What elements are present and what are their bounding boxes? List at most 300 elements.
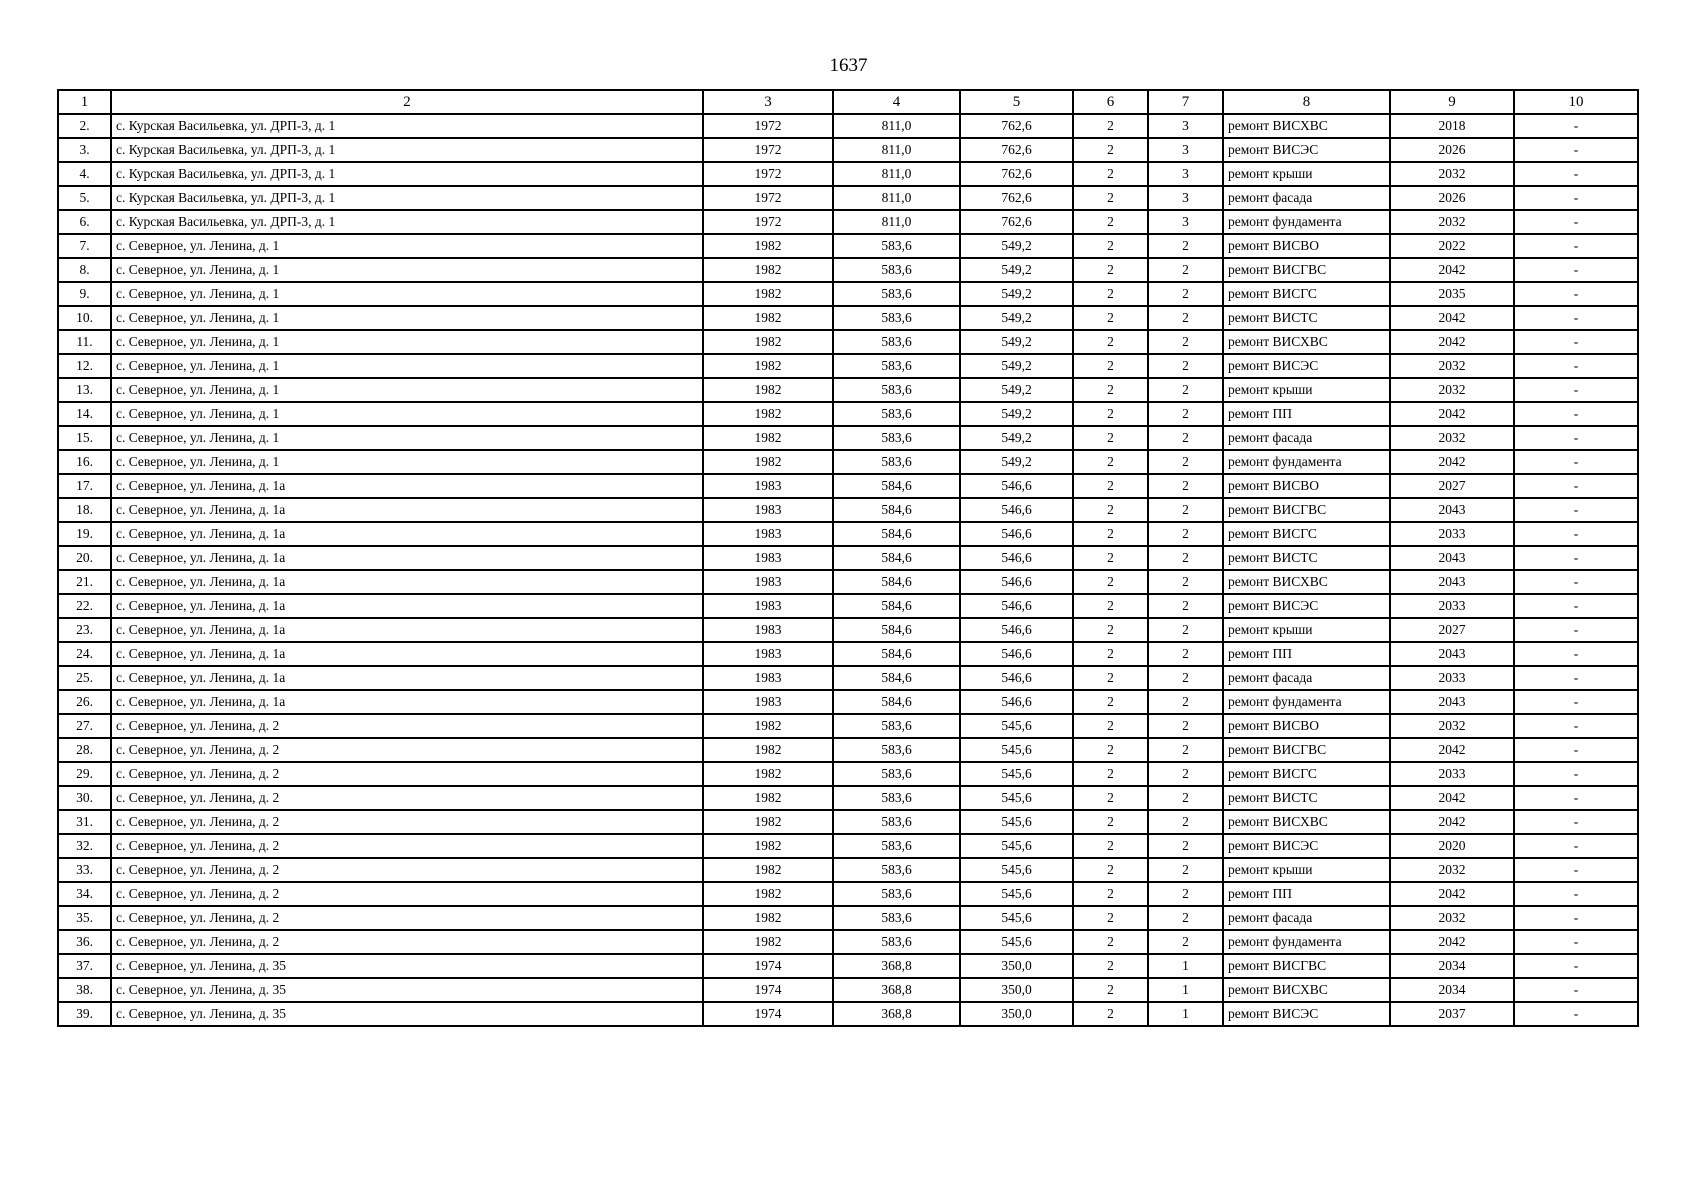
cell-col-6: 2	[1073, 186, 1148, 210]
cell-living-area: 549,2	[960, 450, 1073, 474]
cell-living-area: 762,6	[960, 162, 1073, 186]
cell-col-7: 2	[1148, 426, 1223, 450]
cell-total-area: 583,6	[833, 810, 960, 834]
cell-year-built: 1982	[703, 714, 833, 738]
cell-living-area: 350,0	[960, 954, 1073, 978]
cell-row-number: 4.	[58, 162, 111, 186]
cell-col-6: 2	[1073, 834, 1148, 858]
cell-col-7: 3	[1148, 162, 1223, 186]
cell-work-type: ремонт ВИСТС	[1223, 546, 1390, 570]
cell-address: с. Северное, ул. Ленина, д. 1	[111, 402, 703, 426]
cell-col-7: 3	[1148, 186, 1223, 210]
cell-living-area: 762,6	[960, 114, 1073, 138]
cell-address: с. Северное, ул. Ленина, д. 1а	[111, 642, 703, 666]
table-row	[58, 330, 1638, 354]
cell-col-7: 1	[1148, 1002, 1223, 1026]
cell-row-number: 18.	[58, 498, 111, 522]
table-row	[58, 714, 1638, 738]
cell-col-6: 2	[1073, 618, 1148, 642]
cell-planned-year: 2042	[1390, 330, 1514, 354]
table-row	[58, 378, 1638, 402]
cell-planned-year: 2032	[1390, 210, 1514, 234]
cell-address: с. Северное, ул. Ленина, д. 1а	[111, 666, 703, 690]
cell-address: с. Северное, ул. Ленина, д. 1а	[111, 594, 703, 618]
cell-year-built: 1972	[703, 162, 833, 186]
cell-year-built: 1982	[703, 258, 833, 282]
table-row	[58, 1002, 1638, 1026]
cell-total-area: 583,6	[833, 930, 960, 954]
cell-total-area: 584,6	[833, 498, 960, 522]
cell-row-number: 16.	[58, 450, 111, 474]
cell-col-7: 2	[1148, 258, 1223, 282]
table-row	[58, 426, 1638, 450]
cell-total-area: 584,6	[833, 690, 960, 714]
cell-col-7: 2	[1148, 522, 1223, 546]
table-row	[58, 930, 1638, 954]
cell-col-7: 2	[1148, 306, 1223, 330]
cell-planned-year: 2033	[1390, 594, 1514, 618]
table-row	[58, 162, 1638, 186]
cell-living-area: 546,6	[960, 474, 1073, 498]
cell-year-built: 1982	[703, 402, 833, 426]
cell-col-7: 1	[1148, 978, 1223, 1002]
cell-year-built: 1983	[703, 690, 833, 714]
cell-living-area: 549,2	[960, 282, 1073, 306]
cell-col-10: -	[1514, 666, 1638, 690]
cell-living-area: 546,6	[960, 618, 1073, 642]
cell-row-number: 5.	[58, 186, 111, 210]
cell-year-built: 1982	[703, 738, 833, 762]
column-header: 3	[703, 90, 833, 114]
cell-row-number: 29.	[58, 762, 111, 786]
cell-work-type: ремонт ПП	[1223, 642, 1390, 666]
cell-col-10: -	[1514, 354, 1638, 378]
cell-address: с. Северное, ул. Ленина, д. 1а	[111, 618, 703, 642]
cell-year-built: 1982	[703, 858, 833, 882]
table-row	[58, 498, 1638, 522]
cell-living-area: 549,2	[960, 258, 1073, 282]
cell-living-area: 545,6	[960, 882, 1073, 906]
cell-col-10: -	[1514, 642, 1638, 666]
cell-col-7: 3	[1148, 114, 1223, 138]
table-row	[58, 906, 1638, 930]
cell-planned-year: 2033	[1390, 522, 1514, 546]
cell-total-area: 584,6	[833, 618, 960, 642]
cell-work-type: ремонт крыши	[1223, 858, 1390, 882]
cell-work-type: ремонт ВИСХВС	[1223, 810, 1390, 834]
cell-col-6: 2	[1073, 162, 1148, 186]
cell-col-10: -	[1514, 714, 1638, 738]
cell-col-10: -	[1514, 834, 1638, 858]
cell-planned-year: 2032	[1390, 858, 1514, 882]
cell-col-10: -	[1514, 738, 1638, 762]
cell-row-number: 20.	[58, 546, 111, 570]
cell-row-number: 21.	[58, 570, 111, 594]
cell-address: с. Северное, ул. Ленина, д. 2	[111, 906, 703, 930]
cell-col-6: 2	[1073, 450, 1148, 474]
cell-total-area: 584,6	[833, 666, 960, 690]
table-row	[58, 234, 1638, 258]
repair-schedule-table	[57, 89, 1639, 1027]
column-header: 4	[833, 90, 960, 114]
cell-col-7: 2	[1148, 450, 1223, 474]
cell-planned-year: 2027	[1390, 618, 1514, 642]
cell-col-10: -	[1514, 930, 1638, 954]
cell-col-6: 2	[1073, 666, 1148, 690]
cell-year-built: 1982	[703, 354, 833, 378]
cell-col-7: 2	[1148, 882, 1223, 906]
table-row	[58, 642, 1638, 666]
cell-total-area: 583,6	[833, 834, 960, 858]
table-row	[58, 306, 1638, 330]
column-header: 10	[1514, 90, 1638, 114]
cell-work-type: ремонт фундамента	[1223, 930, 1390, 954]
cell-total-area: 583,6	[833, 450, 960, 474]
cell-col-7: 2	[1148, 330, 1223, 354]
cell-row-number: 12.	[58, 354, 111, 378]
table-row	[58, 618, 1638, 642]
cell-col-6: 2	[1073, 690, 1148, 714]
cell-col-7: 2	[1148, 378, 1223, 402]
cell-living-area: 545,6	[960, 858, 1073, 882]
cell-address: с. Курская Васильевка, ул. ДРП-3, д. 1	[111, 162, 703, 186]
cell-work-type: ремонт ВИСХВС	[1223, 114, 1390, 138]
cell-total-area: 583,6	[833, 882, 960, 906]
cell-living-area: 546,6	[960, 498, 1073, 522]
cell-planned-year: 2042	[1390, 738, 1514, 762]
cell-work-type: ремонт ВИСГВС	[1223, 258, 1390, 282]
table-row	[58, 186, 1638, 210]
cell-col-7: 2	[1148, 810, 1223, 834]
cell-address: с. Северное, ул. Ленина, д. 35	[111, 954, 703, 978]
table-row	[58, 594, 1638, 618]
table-row	[58, 402, 1638, 426]
cell-col-6: 2	[1073, 954, 1148, 978]
cell-work-type: ремонт ВИСВО	[1223, 714, 1390, 738]
cell-year-built: 1982	[703, 786, 833, 810]
cell-living-area: 549,2	[960, 234, 1073, 258]
cell-col-10: -	[1514, 786, 1638, 810]
cell-row-number: 11.	[58, 330, 111, 354]
column-header: 7	[1148, 90, 1223, 114]
cell-col-6: 2	[1073, 426, 1148, 450]
cell-total-area: 811,0	[833, 186, 960, 210]
table-row	[58, 762, 1638, 786]
cell-total-area: 583,6	[833, 258, 960, 282]
cell-row-number: 39.	[58, 1002, 111, 1026]
cell-col-7: 2	[1148, 594, 1223, 618]
cell-total-area: 583,6	[833, 282, 960, 306]
cell-col-7: 2	[1148, 570, 1223, 594]
cell-col-7: 2	[1148, 738, 1223, 762]
cell-col-6: 2	[1073, 906, 1148, 930]
cell-col-10: -	[1514, 138, 1638, 162]
cell-total-area: 583,6	[833, 738, 960, 762]
cell-address: с. Северное, ул. Ленина, д. 1а	[111, 690, 703, 714]
cell-total-area: 583,6	[833, 234, 960, 258]
cell-work-type: ремонт ВИСТС	[1223, 786, 1390, 810]
cell-col-10: -	[1514, 978, 1638, 1002]
cell-row-number: 32.	[58, 834, 111, 858]
cell-planned-year: 2037	[1390, 1002, 1514, 1026]
cell-year-built: 1972	[703, 114, 833, 138]
cell-col-6: 2	[1073, 330, 1148, 354]
cell-col-10: -	[1514, 258, 1638, 282]
cell-address: с. Северное, ул. Ленина, д. 2	[111, 882, 703, 906]
cell-col-7: 2	[1148, 690, 1223, 714]
cell-row-number: 31.	[58, 810, 111, 834]
table-row	[58, 138, 1638, 162]
cell-work-type: ремонт ВИСЭС	[1223, 594, 1390, 618]
cell-address: с. Курская Васильевка, ул. ДРП-3, д. 1	[111, 138, 703, 162]
cell-total-area: 583,6	[833, 354, 960, 378]
cell-col-10: -	[1514, 234, 1638, 258]
cell-col-7: 2	[1148, 762, 1223, 786]
cell-work-type: ремонт фасада	[1223, 186, 1390, 210]
cell-total-area: 368,8	[833, 954, 960, 978]
cell-living-area: 546,6	[960, 690, 1073, 714]
cell-living-area: 546,6	[960, 594, 1073, 618]
cell-total-area: 811,0	[833, 138, 960, 162]
cell-living-area: 350,0	[960, 978, 1073, 1002]
table-row	[58, 882, 1638, 906]
cell-col-10: -	[1514, 882, 1638, 906]
cell-year-built: 1972	[703, 138, 833, 162]
cell-col-6: 2	[1073, 738, 1148, 762]
table-row	[58, 546, 1638, 570]
header-row	[58, 90, 1638, 114]
cell-work-type: ремонт ВИСВО	[1223, 474, 1390, 498]
cell-col-6: 2	[1073, 714, 1148, 738]
cell-work-type: ремонт ВИСГС	[1223, 282, 1390, 306]
cell-living-area: 545,6	[960, 810, 1073, 834]
cell-address: с. Курская Васильевка, ул. ДРП-3, д. 1	[111, 114, 703, 138]
cell-planned-year: 2032	[1390, 354, 1514, 378]
cell-year-built: 1983	[703, 522, 833, 546]
cell-col-10: -	[1514, 402, 1638, 426]
cell-address: с. Северное, ул. Ленина, д. 2	[111, 714, 703, 738]
cell-planned-year: 2033	[1390, 666, 1514, 690]
table-row	[58, 834, 1638, 858]
cell-col-10: -	[1514, 594, 1638, 618]
cell-row-number: 34.	[58, 882, 111, 906]
cell-col-10: -	[1514, 810, 1638, 834]
cell-total-area: 368,8	[833, 978, 960, 1002]
cell-address: с. Северное, ул. Ленина, д. 2	[111, 738, 703, 762]
cell-planned-year: 2032	[1390, 714, 1514, 738]
cell-living-area: 546,6	[960, 642, 1073, 666]
cell-row-number: 25.	[58, 666, 111, 690]
cell-living-area: 350,0	[960, 1002, 1073, 1026]
cell-planned-year: 2043	[1390, 642, 1514, 666]
cell-year-built: 1982	[703, 810, 833, 834]
table-row	[58, 114, 1638, 138]
cell-col-10: -	[1514, 186, 1638, 210]
cell-col-10: -	[1514, 954, 1638, 978]
cell-planned-year: 2032	[1390, 426, 1514, 450]
cell-col-6: 2	[1073, 930, 1148, 954]
cell-col-7: 2	[1148, 642, 1223, 666]
cell-total-area: 583,6	[833, 762, 960, 786]
cell-col-6: 2	[1073, 402, 1148, 426]
cell-address: с. Северное, ул. Ленина, д. 1а	[111, 474, 703, 498]
cell-year-built: 1982	[703, 450, 833, 474]
cell-work-type: ремонт ВИСХВС	[1223, 330, 1390, 354]
cell-total-area: 583,6	[833, 378, 960, 402]
cell-planned-year: 2026	[1390, 138, 1514, 162]
cell-row-number: 30.	[58, 786, 111, 810]
cell-col-6: 2	[1073, 786, 1148, 810]
cell-row-number: 23.	[58, 618, 111, 642]
cell-col-7: 2	[1148, 546, 1223, 570]
cell-col-10: -	[1514, 306, 1638, 330]
cell-living-area: 546,6	[960, 570, 1073, 594]
cell-col-7: 2	[1148, 354, 1223, 378]
cell-col-10: -	[1514, 210, 1638, 234]
cell-col-6: 2	[1073, 210, 1148, 234]
cell-col-6: 2	[1073, 522, 1148, 546]
cell-work-type: ремонт фасада	[1223, 906, 1390, 930]
cell-col-10: -	[1514, 330, 1638, 354]
cell-planned-year: 2043	[1390, 498, 1514, 522]
column-header: 5	[960, 90, 1073, 114]
cell-col-6: 2	[1073, 570, 1148, 594]
cell-total-area: 811,0	[833, 114, 960, 138]
cell-row-number: 10.	[58, 306, 111, 330]
cell-work-type: ремонт ВИСГВС	[1223, 498, 1390, 522]
cell-planned-year: 2042	[1390, 786, 1514, 810]
cell-col-7: 2	[1148, 834, 1223, 858]
cell-col-10: -	[1514, 282, 1638, 306]
cell-col-7: 2	[1148, 714, 1223, 738]
cell-work-type: ремонт ВИСВО	[1223, 234, 1390, 258]
cell-col-10: -	[1514, 474, 1638, 498]
cell-col-6: 2	[1073, 306, 1148, 330]
cell-col-10: -	[1514, 1002, 1638, 1026]
cell-living-area: 545,6	[960, 714, 1073, 738]
cell-year-built: 1983	[703, 594, 833, 618]
cell-planned-year: 2042	[1390, 882, 1514, 906]
cell-col-10: -	[1514, 906, 1638, 930]
cell-address: с. Северное, ул. Ленина, д. 2	[111, 858, 703, 882]
cell-year-built: 1982	[703, 282, 833, 306]
cell-address: с. Северное, ул. Ленина, д. 1	[111, 450, 703, 474]
cell-col-6: 2	[1073, 354, 1148, 378]
cell-year-built: 1983	[703, 618, 833, 642]
column-header: 1	[58, 90, 111, 114]
cell-address: с. Северное, ул. Ленина, д. 2	[111, 762, 703, 786]
cell-work-type: ремонт ВИСГВС	[1223, 738, 1390, 762]
cell-col-6: 2	[1073, 498, 1148, 522]
cell-year-built: 1983	[703, 666, 833, 690]
cell-row-number: 7.	[58, 234, 111, 258]
cell-planned-year: 2043	[1390, 570, 1514, 594]
table-row	[58, 738, 1638, 762]
cell-col-6: 2	[1073, 594, 1148, 618]
cell-year-built: 1982	[703, 834, 833, 858]
cell-planned-year: 2027	[1390, 474, 1514, 498]
cell-work-type: ремонт ВИСЭС	[1223, 1002, 1390, 1026]
cell-col-6: 2	[1073, 1002, 1148, 1026]
cell-work-type: ремонт фундамента	[1223, 690, 1390, 714]
cell-row-number: 9.	[58, 282, 111, 306]
cell-living-area: 762,6	[960, 210, 1073, 234]
cell-col-7: 2	[1148, 786, 1223, 810]
cell-address: с. Северное, ул. Ленина, д. 1а	[111, 546, 703, 570]
cell-col-7: 2	[1148, 234, 1223, 258]
cell-address: с. Северное, ул. Ленина, д. 1	[111, 330, 703, 354]
cell-col-7: 2	[1148, 618, 1223, 642]
cell-living-area: 545,6	[960, 738, 1073, 762]
table-row	[58, 210, 1638, 234]
cell-work-type: ремонт фундамента	[1223, 450, 1390, 474]
cell-col-10: -	[1514, 570, 1638, 594]
cell-planned-year: 2034	[1390, 978, 1514, 1002]
cell-col-6: 2	[1073, 762, 1148, 786]
cell-living-area: 545,6	[960, 930, 1073, 954]
cell-year-built: 1982	[703, 330, 833, 354]
cell-work-type: ремонт ПП	[1223, 402, 1390, 426]
cell-planned-year: 2042	[1390, 450, 1514, 474]
cell-living-area: 546,6	[960, 522, 1073, 546]
cell-col-6: 2	[1073, 882, 1148, 906]
cell-planned-year: 2032	[1390, 162, 1514, 186]
cell-work-type: ремонт фасада	[1223, 426, 1390, 450]
cell-col-10: -	[1514, 858, 1638, 882]
cell-work-type: ремонт фасада	[1223, 666, 1390, 690]
cell-address: с. Северное, ул. Ленина, д. 2	[111, 834, 703, 858]
cell-col-10: -	[1514, 114, 1638, 138]
cell-planned-year: 2042	[1390, 258, 1514, 282]
cell-col-6: 2	[1073, 378, 1148, 402]
cell-work-type: ремонт ВИСЭС	[1223, 138, 1390, 162]
table-row	[58, 666, 1638, 690]
cell-col-7: 3	[1148, 210, 1223, 234]
cell-row-number: 33.	[58, 858, 111, 882]
cell-row-number: 13.	[58, 378, 111, 402]
cell-living-area: 762,6	[960, 138, 1073, 162]
cell-total-area: 811,0	[833, 162, 960, 186]
cell-col-10: -	[1514, 546, 1638, 570]
table-row	[58, 282, 1638, 306]
cell-col-10: -	[1514, 498, 1638, 522]
cell-total-area: 584,6	[833, 642, 960, 666]
cell-col-6: 2	[1073, 234, 1148, 258]
cell-col-6: 2	[1073, 810, 1148, 834]
cell-col-10: -	[1514, 762, 1638, 786]
cell-row-number: 37.	[58, 954, 111, 978]
cell-planned-year: 2042	[1390, 930, 1514, 954]
cell-planned-year: 2035	[1390, 282, 1514, 306]
cell-total-area: 584,6	[833, 546, 960, 570]
cell-work-type: ремонт ПП	[1223, 882, 1390, 906]
cell-planned-year: 2026	[1390, 186, 1514, 210]
cell-year-built: 1983	[703, 498, 833, 522]
cell-col-6: 2	[1073, 642, 1148, 666]
table-row	[58, 474, 1638, 498]
cell-planned-year: 2020	[1390, 834, 1514, 858]
cell-planned-year: 2042	[1390, 810, 1514, 834]
cell-work-type: ремонт ВИСГС	[1223, 762, 1390, 786]
cell-row-number: 19.	[58, 522, 111, 546]
cell-col-6: 2	[1073, 546, 1148, 570]
cell-living-area: 545,6	[960, 834, 1073, 858]
table-row	[58, 810, 1638, 834]
cell-col-10: -	[1514, 618, 1638, 642]
cell-row-number: 2.	[58, 114, 111, 138]
cell-address: с. Северное, ул. Ленина, д. 1а	[111, 522, 703, 546]
cell-address: с. Северное, ул. Ленина, д. 1	[111, 354, 703, 378]
